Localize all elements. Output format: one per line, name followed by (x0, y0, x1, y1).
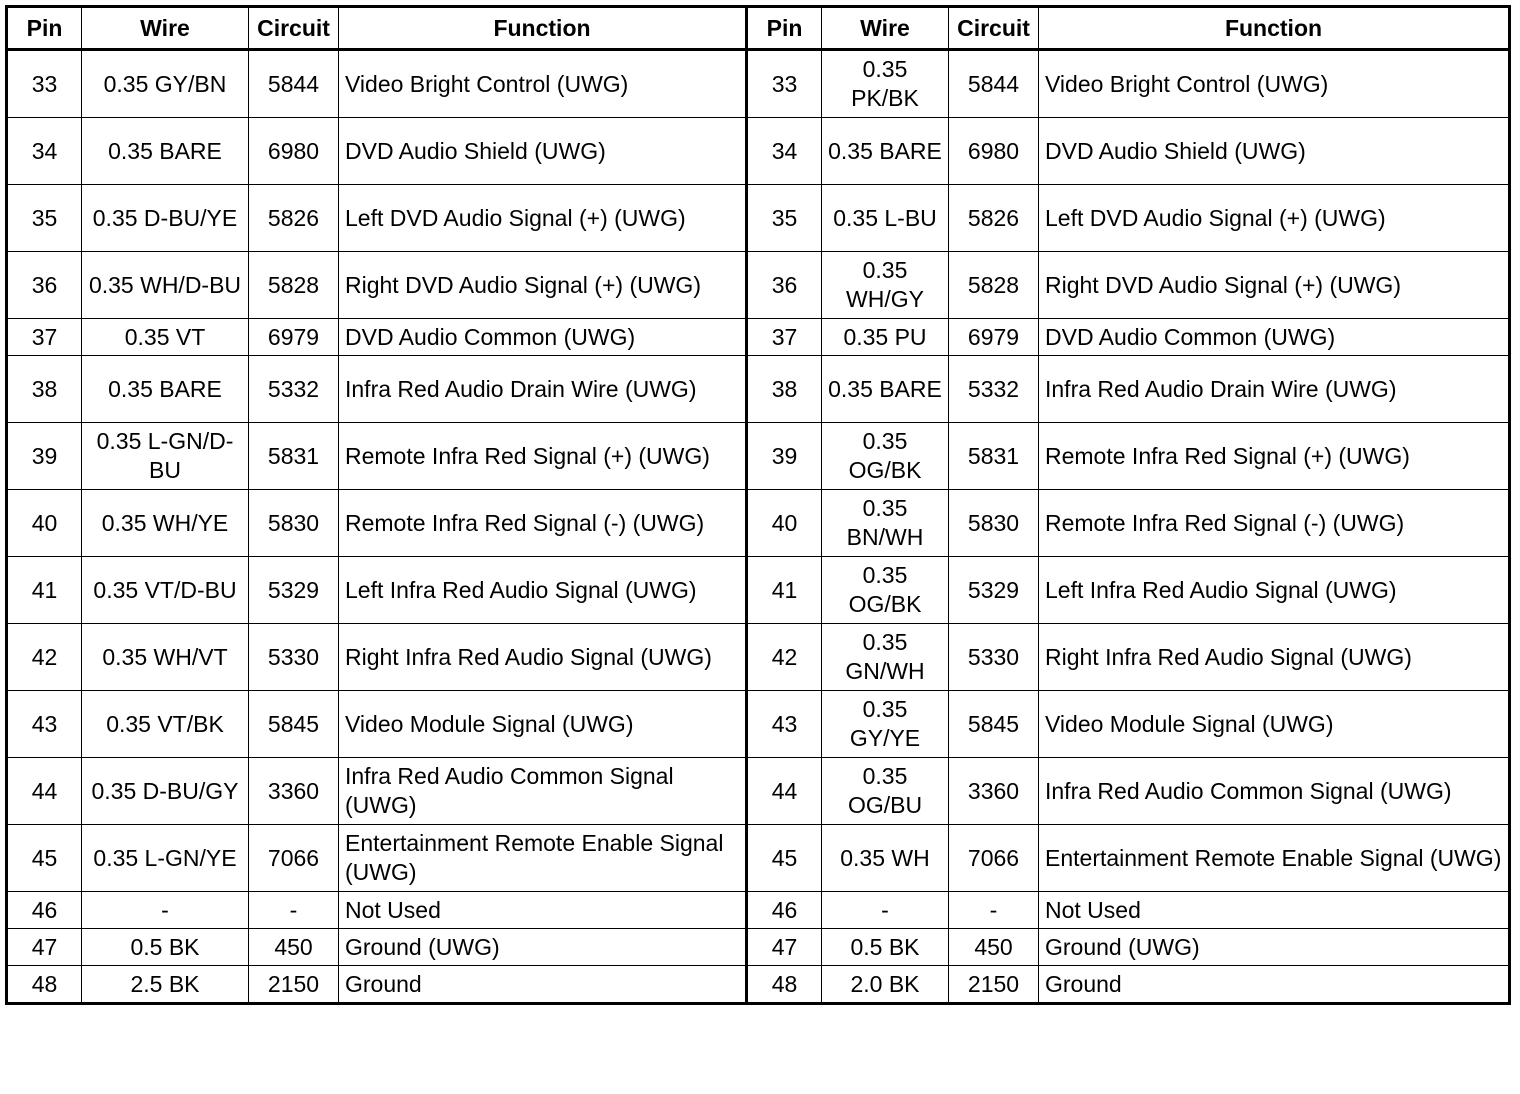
header-function: Function (339, 7, 747, 50)
pin-cell: 35 (7, 185, 82, 252)
circuit-cell: 6980 (949, 118, 1039, 185)
table-row (7, 892, 1510, 929)
pin-cell: 48 (747, 966, 822, 1004)
function-cell: Entertainment Remote Enable Signal (UWG) (339, 825, 747, 892)
wire-cell: 0.35 BN/WH (822, 490, 949, 557)
function-cell: Ground (339, 966, 747, 1004)
function-cell: Video Module Signal (UWG) (339, 691, 747, 758)
pin-cell: 44 (747, 758, 822, 825)
connector-pinout-table (5, 5, 1511, 1005)
function-cell: Infra Red Audio Common Signal (UWG) (1039, 758, 1510, 825)
function-cell: DVD Audio Shield (UWG) (339, 118, 747, 185)
pin-cell: 47 (747, 929, 822, 966)
table-row (7, 557, 1510, 624)
pin-cell: 48 (7, 966, 82, 1004)
wire-cell: 0.35 GY/BN (82, 50, 249, 118)
circuit-cell: 450 (949, 929, 1039, 966)
table-row (7, 319, 1510, 356)
pin-cell: 41 (7, 557, 82, 624)
circuit-cell: 5332 (249, 356, 339, 423)
wire-cell: - (822, 892, 949, 929)
table-row (7, 50, 1510, 118)
pin-cell: 47 (7, 929, 82, 966)
function-cell: Right Infra Red Audio Signal (UWG) (1039, 624, 1510, 691)
function-cell: Ground (UWG) (339, 929, 747, 966)
pin-cell: 36 (7, 252, 82, 319)
function-cell: DVD Audio Shield (UWG) (1039, 118, 1510, 185)
pin-cell: 39 (747, 423, 822, 490)
wire-cell: 0.35 WH/VT (82, 624, 249, 691)
circuit-cell: 5332 (949, 356, 1039, 423)
pin-cell: 36 (747, 252, 822, 319)
circuit-cell: 3360 (249, 758, 339, 825)
pin-cell: 35 (747, 185, 822, 252)
table-row (7, 490, 1510, 557)
header-wire: Wire (822, 7, 949, 50)
pin-cell: 42 (7, 624, 82, 691)
function-cell: Infra Red Audio Common Signal (UWG) (339, 758, 747, 825)
wire-cell: 0.35 VT/BK (82, 691, 249, 758)
wire-cell: 0.35 L-GN/YE (82, 825, 249, 892)
pin-cell: 44 (7, 758, 82, 825)
pin-cell: 46 (7, 892, 82, 929)
header-circuit: Circuit (949, 7, 1039, 50)
pin-cell: 37 (747, 319, 822, 356)
wire-cell: 0.35 BARE (82, 356, 249, 423)
header-row (7, 7, 1510, 50)
wire-cell: 0.35 BARE (82, 118, 249, 185)
pin-cell: 33 (747, 50, 822, 118)
function-cell: Infra Red Audio Drain Wire (UWG) (1039, 356, 1510, 423)
circuit-cell: 6980 (249, 118, 339, 185)
circuit-cell: 5844 (249, 50, 339, 118)
function-cell: Entertainment Remote Enable Signal (UWG) (1039, 825, 1510, 892)
circuit-cell: 2150 (949, 966, 1039, 1004)
wire-cell: 0.35 OG/BK (822, 557, 949, 624)
pin-cell: 34 (747, 118, 822, 185)
wire-cell: 0.35 OG/BK (822, 423, 949, 490)
function-cell: DVD Audio Common (UWG) (1039, 319, 1510, 356)
function-cell: Ground (1039, 966, 1510, 1004)
table-row (7, 423, 1510, 490)
function-cell: Left Infra Red Audio Signal (UWG) (339, 557, 747, 624)
function-cell: Right DVD Audio Signal (+) (UWG) (339, 252, 747, 319)
table-row (7, 929, 1510, 966)
circuit-cell: 6979 (249, 319, 339, 356)
function-cell: Right DVD Audio Signal (+) (UWG) (1039, 252, 1510, 319)
circuit-cell: 6979 (949, 319, 1039, 356)
circuit-cell: 5329 (249, 557, 339, 624)
pin-cell: 43 (7, 691, 82, 758)
wire-cell: 0.35 D-BU/YE (82, 185, 249, 252)
wire-cell: 0.35 WH/D-BU (82, 252, 249, 319)
table-row (7, 691, 1510, 758)
circuit-cell: 450 (249, 929, 339, 966)
function-cell: Ground (UWG) (1039, 929, 1510, 966)
wire-cell: 0.5 BK (822, 929, 949, 966)
circuit-cell: 7066 (949, 825, 1039, 892)
pin-cell: 45 (7, 825, 82, 892)
pin-cell: 37 (7, 319, 82, 356)
wire-cell: 0.35 BARE (822, 118, 949, 185)
pin-cell: 40 (7, 490, 82, 557)
table-row (7, 252, 1510, 319)
pin-cell: 34 (7, 118, 82, 185)
function-cell: Left DVD Audio Signal (+) (UWG) (1039, 185, 1510, 252)
function-cell: Remote Infra Red Signal (+) (UWG) (339, 423, 747, 490)
circuit-cell: 7066 (249, 825, 339, 892)
wire-cell: 0.35 WH (822, 825, 949, 892)
wire-cell: 0.35 OG/BU (822, 758, 949, 825)
pin-cell: 43 (747, 691, 822, 758)
circuit-cell: 2150 (249, 966, 339, 1004)
header-function: Function (1039, 7, 1510, 50)
circuit-cell: 3360 (949, 758, 1039, 825)
function-cell: Left DVD Audio Signal (+) (UWG) (339, 185, 747, 252)
table-row (7, 825, 1510, 892)
function-cell: Video Module Signal (UWG) (1039, 691, 1510, 758)
wire-cell: 0.35 WH/GY (822, 252, 949, 319)
circuit-cell: 5330 (949, 624, 1039, 691)
wire-cell: 0.35 WH/YE (82, 490, 249, 557)
pin-cell: 40 (747, 490, 822, 557)
function-cell: Not Used (339, 892, 747, 929)
circuit-cell: 5828 (249, 252, 339, 319)
function-cell: Remote Infra Red Signal (-) (UWG) (339, 490, 747, 557)
function-cell: Infra Red Audio Drain Wire (UWG) (339, 356, 747, 423)
function-cell: Video Bright Control (UWG) (339, 50, 747, 118)
circuit-cell: 5828 (949, 252, 1039, 319)
circuit-cell: 5845 (949, 691, 1039, 758)
table-row (7, 118, 1510, 185)
wire-cell: 0.35 L-BU (822, 185, 949, 252)
circuit-cell: 5329 (949, 557, 1039, 624)
wire-cell: 2.0 BK (822, 966, 949, 1004)
wire-cell: 0.35 GN/WH (822, 624, 949, 691)
table-row (7, 758, 1510, 825)
function-cell: Left Infra Red Audio Signal (UWG) (1039, 557, 1510, 624)
circuit-cell: 5831 (949, 423, 1039, 490)
wire-cell: 0.35 L-GN/D-BU (82, 423, 249, 490)
wire-cell: 0.35 GY/YE (822, 691, 949, 758)
wire-cell: 0.35 VT/D-BU (82, 557, 249, 624)
wire-cell: 0.35 PK/BK (822, 50, 949, 118)
table-row (7, 624, 1510, 691)
wire-cell: 0.35 D-BU/GY (82, 758, 249, 825)
function-cell: Not Used (1039, 892, 1510, 929)
function-cell: Remote Infra Red Signal (-) (UWG) (1039, 490, 1510, 557)
circuit-cell: 5844 (949, 50, 1039, 118)
pin-cell: 42 (747, 624, 822, 691)
pin-cell: 33 (7, 50, 82, 118)
wire-cell: - (82, 892, 249, 929)
function-cell: Right Infra Red Audio Signal (UWG) (339, 624, 747, 691)
pin-cell: 45 (747, 825, 822, 892)
function-cell: Remote Infra Red Signal (+) (UWG) (1039, 423, 1510, 490)
circuit-cell: - (949, 892, 1039, 929)
pin-cell: 38 (7, 356, 82, 423)
wire-cell: 2.5 BK (82, 966, 249, 1004)
pin-cell: 46 (747, 892, 822, 929)
circuit-cell: - (249, 892, 339, 929)
wire-cell: 0.35 PU (822, 319, 949, 356)
pin-cell: 39 (7, 423, 82, 490)
header-wire: Wire (82, 7, 249, 50)
table-row (7, 966, 1510, 1004)
pin-cell: 41 (747, 557, 822, 624)
table-row (7, 185, 1510, 252)
function-cell: Video Bright Control (UWG) (1039, 50, 1510, 118)
circuit-cell: 5830 (949, 490, 1039, 557)
table-row (7, 356, 1510, 423)
header-pin: Pin (7, 7, 82, 50)
function-cell: DVD Audio Common (UWG) (339, 319, 747, 356)
circuit-cell: 5826 (249, 185, 339, 252)
header-pin: Pin (747, 7, 822, 50)
wire-cell: 0.5 BK (82, 929, 249, 966)
wire-cell: 0.35 VT (82, 319, 249, 356)
circuit-cell: 5845 (249, 691, 339, 758)
wire-cell: 0.35 BARE (822, 356, 949, 423)
circuit-cell: 5826 (949, 185, 1039, 252)
circuit-cell: 5830 (249, 490, 339, 557)
circuit-cell: 5330 (249, 624, 339, 691)
header-circuit: Circuit (249, 7, 339, 50)
pin-cell: 38 (747, 356, 822, 423)
circuit-cell: 5831 (249, 423, 339, 490)
